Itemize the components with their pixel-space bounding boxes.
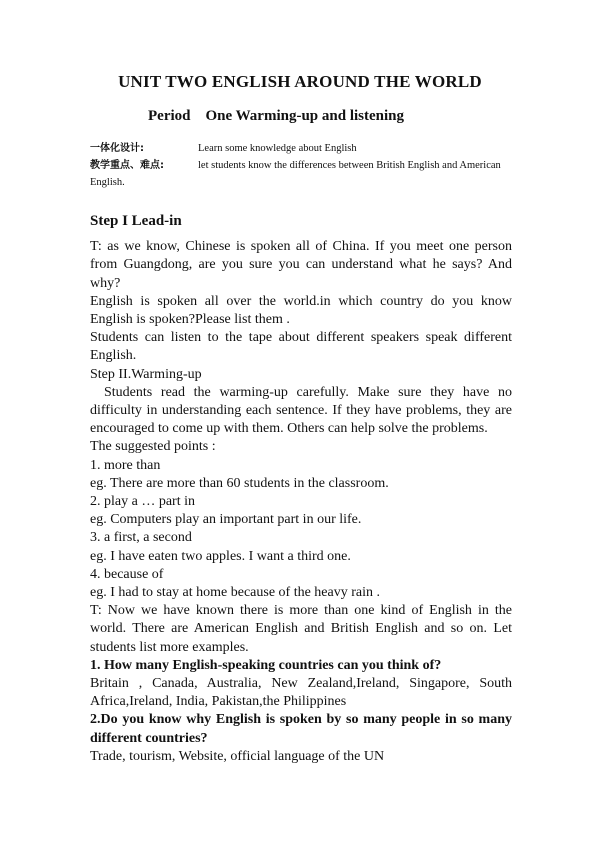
step1-heading: Step I Lead-in bbox=[90, 213, 182, 229]
step2-paragraph-2: T: Now we have known there is more than one kind of English in the world. There are American English and British English and so on. Let students list more examples. bbox=[90, 603, 512, 655]
step1-paragraph-3: Students can listen to the tape about different speakers speak different English. bbox=[90, 330, 512, 364]
focus-label: 教学重点、难点: bbox=[90, 160, 164, 171]
design-label: 一体化设计: bbox=[90, 143, 144, 154]
point-term: 4. because of bbox=[90, 566, 164, 582]
answer-2: Trade, tourism, Website, official language of the UN bbox=[90, 748, 385, 764]
page-title: UNIT TWO ENGLISH AROUND THE WORLD bbox=[118, 72, 482, 91]
point-example: eg. Computers play an important part in our life. bbox=[90, 512, 362, 528]
point-example: eg. There are more than 60 students in the classroom. bbox=[90, 475, 389, 491]
point-term: 3. a first, a second bbox=[90, 530, 192, 546]
question-1: 1. How many English-speaking countries can you think of? bbox=[90, 657, 442, 673]
step2-heading: Step II.Warming-up bbox=[90, 366, 202, 382]
step1-paragraph-2: English is spoken all over the world.in which country do you know English is spoken?Please list them . bbox=[90, 293, 512, 328]
points-label: The suggested points : bbox=[90, 439, 216, 455]
point-example: eg. I have eaten two apples. I want a third one. bbox=[90, 548, 351, 564]
focus-value-cont: English. bbox=[90, 177, 125, 188]
step1-paragraph-1: T: as we know, Chinese is spoken all of China. If you meet one person from Guangdong, are you sure you can understand what he says? And why? bbox=[90, 239, 512, 291]
point-term: 1. more than bbox=[90, 457, 161, 473]
period-subtitle: Period One Warming-up and listening bbox=[148, 108, 405, 124]
question-2: 2.Do you know why English is spoken by so many people in so many different countries? bbox=[90, 712, 512, 746]
design-value: Learn some knowledge about English bbox=[198, 143, 357, 154]
answer-1: Britain , Canada, Australia, New Zealand,Ireland, Singapore, South Africa,Ireland, India, Pakistan,the Philippines bbox=[90, 676, 512, 710]
step2-paragraph-1: Students read the warming-up carefully. Make sure they have no difficulty in understanding each sentence. If they have problems, they are encouraged to come up with them. Others can help solve the problems. bbox=[90, 384, 512, 437]
point-example: eg. I had to stay at home because of the heavy rain . bbox=[90, 585, 381, 601]
point-term: 2. play a … part in bbox=[90, 494, 195, 510]
focus-value: let students know the differences between British English and American bbox=[198, 160, 501, 171]
lesson-body bbox=[90, 212, 512, 766]
